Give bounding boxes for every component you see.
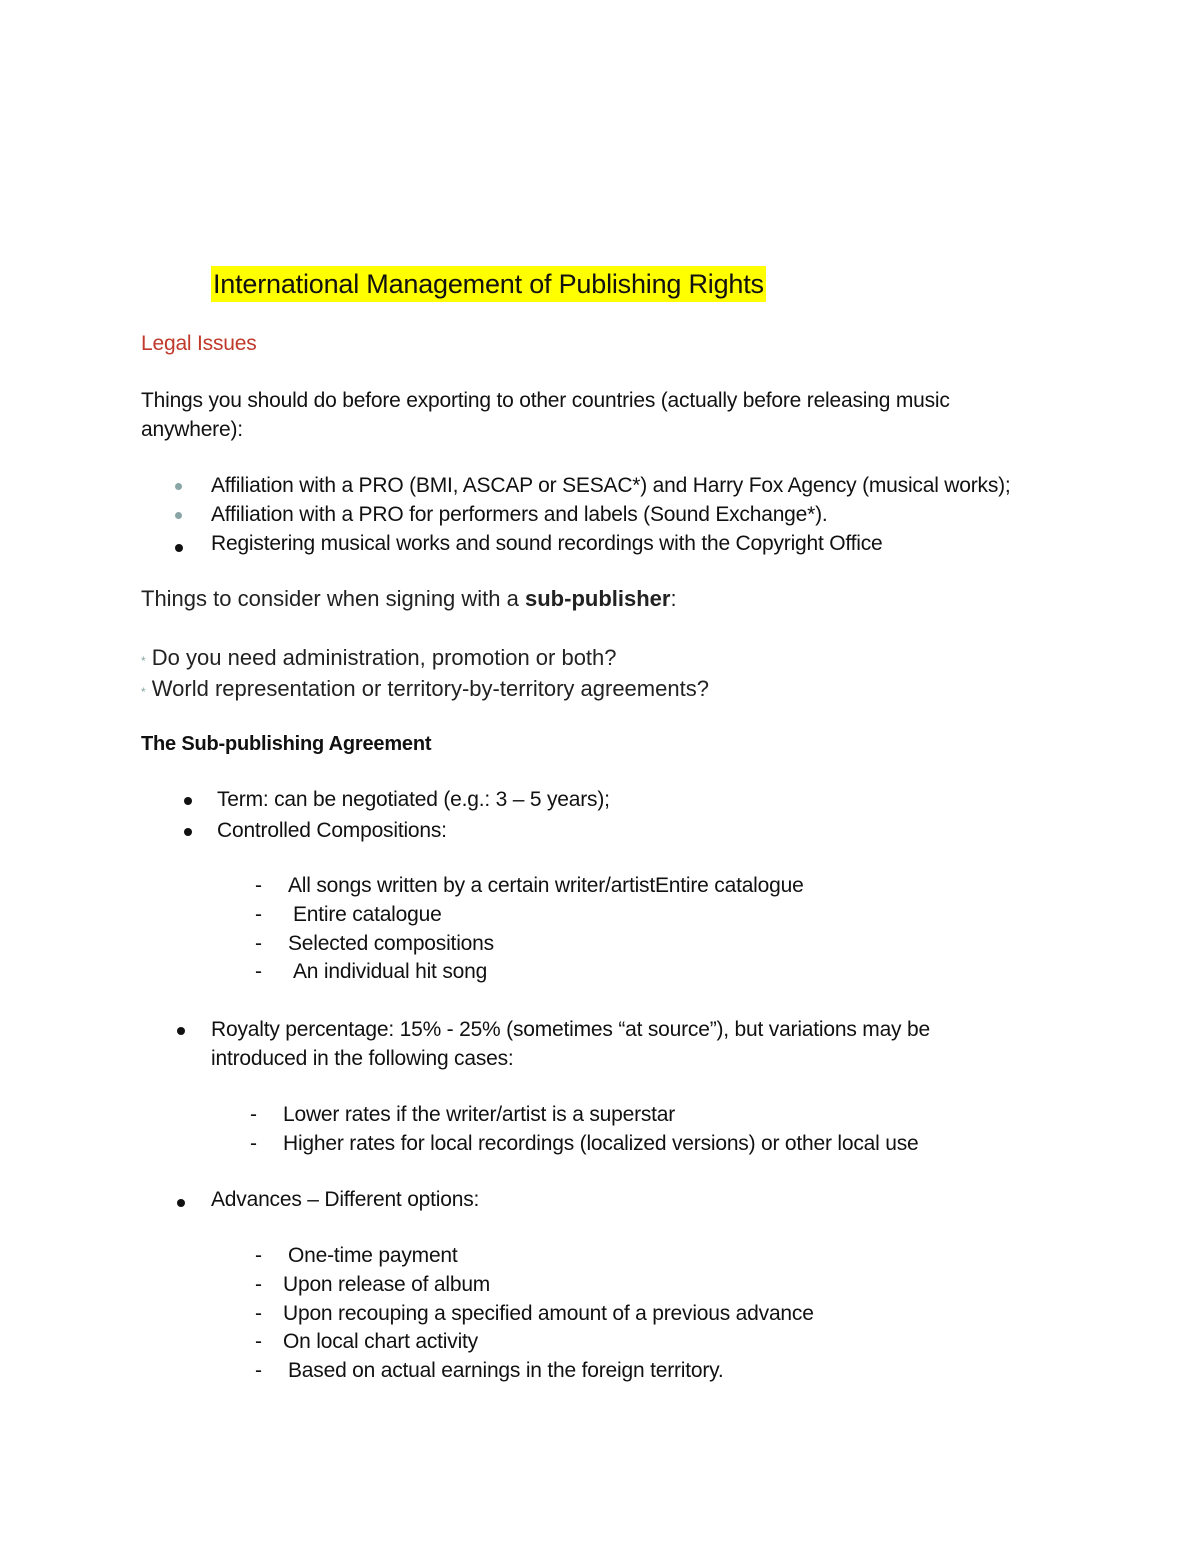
legal-item: Affiliation with a PRO (BMI, ASCAP or SESAC*) and Harry Fox Agency (musical works); (211, 474, 1011, 497)
subpublisher-item-text: World representation or territory-by-territory agreements? (151, 676, 709, 701)
bullet-icon (175, 512, 182, 519)
bullet-icon (175, 544, 183, 552)
advance-item: Upon release of album (283, 1273, 491, 1296)
dash-marker: - (250, 1103, 257, 1126)
dash-marker: - (255, 1273, 262, 1296)
subpublisher-heading-bold: sub-publisher (525, 586, 671, 611)
dash-marker: - (255, 932, 262, 955)
subpublisher-item (141, 674, 709, 704)
bullet-icon (184, 797, 192, 805)
legal-item: Registering musical works and sound recordings with the Copyright Office (211, 532, 883, 555)
royalty-line2: introduced in the following cases: (211, 1047, 514, 1070)
advance-item: Upon recouping a specified amount of a previous advance (283, 1302, 814, 1325)
dash-marker: - (255, 874, 262, 897)
legal-item: Affiliation with a PRO for performers and labels (Sound Exchange*). (211, 503, 828, 526)
advance-item: One-time payment (288, 1244, 458, 1267)
controlled-item: An individual hit song (293, 960, 488, 983)
agreement-heading: The Sub-publishing Agreement (141, 733, 432, 755)
dash-marker: - (250, 1132, 257, 1155)
bullet-icon (184, 828, 192, 836)
dash-marker: - (255, 1244, 262, 1267)
legal-intro-line1: Things you should do before exporting to other countries (actually before releasing music (141, 389, 950, 412)
dash-marker: - (255, 960, 262, 983)
dash-marker: - (255, 1359, 262, 1382)
subpublisher-heading-suffix: : (670, 586, 677, 611)
advance-item: Based on actual earnings in the foreign territory. (288, 1359, 724, 1382)
subpublisher-item-text: Do you need administration, promotion or both? (151, 645, 617, 670)
controlled-item: Entire catalogue (293, 903, 442, 926)
advances-heading: Advances – Different options: (211, 1188, 480, 1211)
subpublisher-heading (141, 584, 677, 614)
document-title: International Management of Publishing Rights (211, 266, 766, 302)
agreement-term: Term: can be negotiated (e.g.: 3 – 5 years); (217, 788, 610, 811)
legal-intro-line2: anywhere): (141, 418, 243, 441)
subpublisher-item (141, 643, 617, 673)
royalty-item: Higher rates for local recordings (localized versions) or other local use (283, 1132, 919, 1155)
bullet-icon (177, 1027, 185, 1035)
dash-marker: - (255, 1302, 262, 1325)
controlled-item: Selected compositions (288, 932, 494, 955)
dash-marker: - (255, 1330, 262, 1353)
legal-issues-heading: Legal Issues (141, 332, 257, 355)
asterisk-icon: * (141, 685, 146, 699)
advance-item: On local chart activity (283, 1330, 478, 1353)
bullet-icon (175, 483, 182, 490)
bullet-icon (177, 1199, 185, 1207)
agreement-controlled: Controlled Compositions: (217, 819, 447, 842)
royalty-line1: Royalty percentage: 15% - 25% (sometimes “at source”), but variations may be (211, 1018, 930, 1041)
royalty-item: Lower rates if the writer/artist is a superstar (283, 1103, 676, 1126)
asterisk-icon: * (141, 654, 146, 668)
dash-marker: - (255, 903, 262, 926)
controlled-item: All songs written by a certain writer/artistEntire catalogue (288, 874, 804, 897)
subpublisher-heading-prefix: Things to consider when signing with a (141, 586, 525, 611)
